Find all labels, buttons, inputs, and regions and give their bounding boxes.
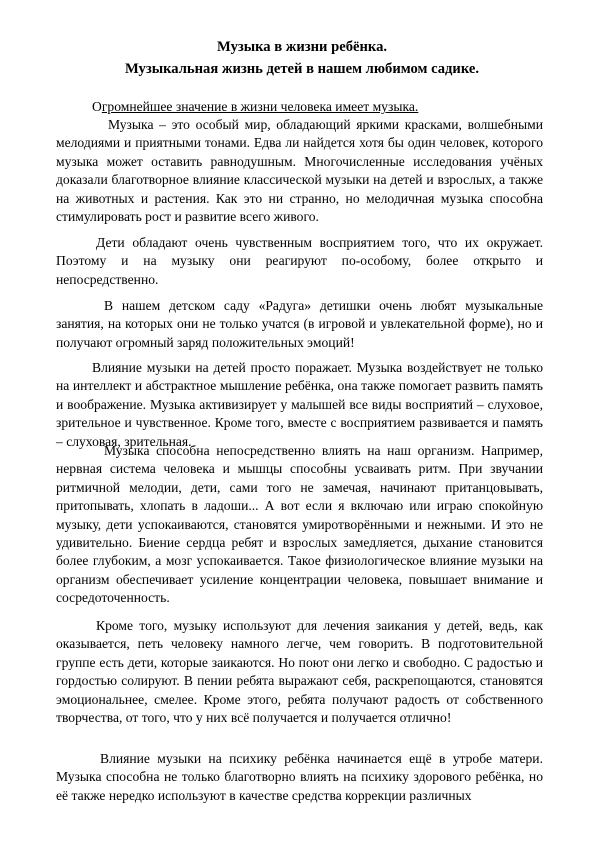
intro-line — [92, 98, 544, 116]
paragraph-1: Музыка – это особый мир, обладающий яркими красками, волшебными мелодиями и приятными тонами. Едва ли найдется хотя бы один человек, которого музыка может оставить равнодушным. Многочисленные исследования учёных доказали благотворное влияние классической музыки на детей и взрослых, а также на животных и растения. Как это ни странно, но мелодичная музыка способна стимулировать рост и развитие всего живого. — [56, 117, 543, 225]
paragraph-7: Влияние музыки на психику ребёнка начинается ещё в утробе матери. Музыка способна не только благотворно влиять на психику здорового ребёнка, но её также нередко используют в качестве средства коррекции различных — [56, 751, 543, 803]
paragraph-3: В нашем детском саду «Радуга» детишки очень любят музыкальные занятия, на которых они не только учатся (в игровой и увлекательной форме), но и получают огромный заряд положительных эмоций! — [56, 298, 543, 350]
intro-first-letter: О — [92, 99, 102, 114]
document-title: Музыка в жизни ребёнка. — [216, 39, 388, 55]
intro-underlined-text: громнейшее значение в жизни человека имеет музыка. — [101, 99, 419, 114]
paragraph-6: Кроме того, музыку используют для лечения заикания у детей, ведь, как оказывается, петь человеку намного легче, чем говорить. В подготовительной группе есть дети, которые заикаются. Но поют они легко и свободно. С радостью и гордостью солируют. В пении ребята выражают себя, раскрепощаются, становятся эмоциональнее, смелее. Кроме этого, ребята получают радость от собственного творчества, от того, что у них всё получается и получается отлично! — [56, 618, 543, 726]
paragraph-5: Музыка способна непосредственно влиять на наш организм. Например, нервная система человека и мышцы способны усваивать ритм. При звучании ритмичной мелодии, дети, сами того не замечая, начинают пританцовывать, притопывать, хлопать в ладоши... А вот если я включаю или играю спокойную музыку, дети успокаиваются, становятся умиротворёнными и нежными. И это не удивительно. Биение сердца ребят и взрослых замедляется, дыхание становится более глубоким, а мозг успокаивается. Такое физиологическое влияние музыки на организм обеспечивает усиление концентрации человека, повышает внимание и сосредоточенность. — [56, 443, 543, 606]
paragraph-4: Влияние музыки на детей просто поражает. Музыка воздействует не только на интеллект и абстрактное мышление ребёнка, она также помогает развить память и воображение. Музыка активизирует у малышей все виды восприятий – слуховое, зрительное и чувственное. Кроме того, вместе с восприятием развивается и память – слуховая, зрительная. — [56, 360, 543, 449]
paragraph-2: Дети обладают очень чувственным восприятием того, что их окружает. Поэтому и на музыку они реагируют по-особому, более открыто и непосредственно. — [56, 235, 543, 287]
document-subtitle: Музыкальная жизнь детей в нашем любимом садике. — [124, 61, 480, 77]
